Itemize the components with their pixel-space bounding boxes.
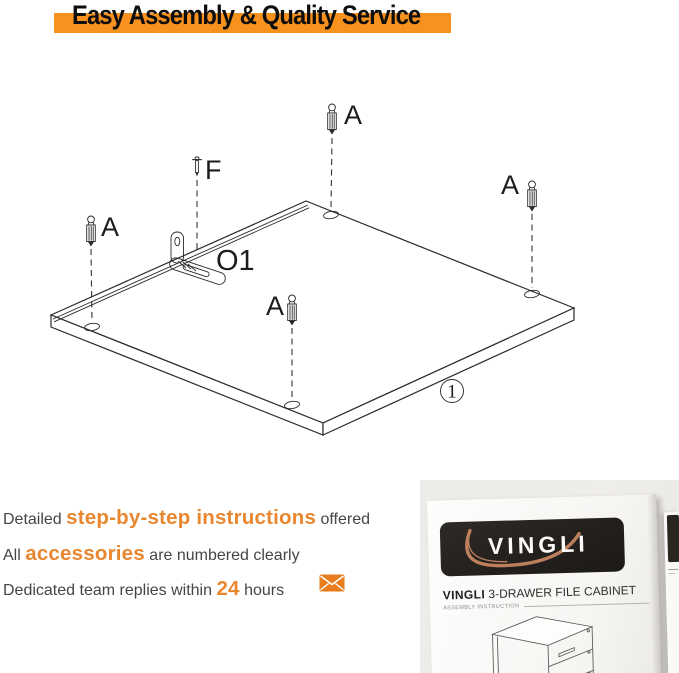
label-cam-bolt-right: A	[501, 170, 520, 200]
label-cam-bolt-left: A	[101, 212, 120, 242]
feature-list	[3, 501, 423, 608]
screw-drawing	[192, 157, 202, 177]
feature-2-suffix: are numbered clearly	[144, 546, 300, 564]
feature-3-suffix: hours	[239, 582, 285, 599]
feature-3-prefix: Dedicated team replies within	[3, 582, 217, 599]
manual-title-product: 3-DRAWER FILE CABINET	[488, 583, 637, 602]
part-number: 1	[447, 381, 457, 403]
feature-2-prefix: All	[3, 546, 26, 564]
page-title: Easy Assembly & Quality Service	[72, 0, 421, 30]
manual-title	[443, 583, 637, 602]
envelope-icon	[319, 574, 345, 592]
manual-second-page	[664, 512, 679, 673]
manual-photo	[420, 480, 679, 673]
panel-drawing	[51, 201, 574, 435]
label-cam-bolt-top: A	[344, 100, 363, 130]
page-edge-shading	[647, 494, 661, 673]
feature-accessories	[3, 537, 423, 573]
label-cam-bolt-middle: A	[266, 291, 285, 321]
brand-logo-block	[440, 517, 625, 576]
manual-title-brand: VINGLI	[442, 587, 486, 603]
feature-3-highlight: 24	[216, 577, 240, 600]
feature-1-suffix: offered	[316, 511, 371, 528]
label-bracket: O1	[216, 245, 255, 277]
part-number-badge	[441, 380, 464, 403]
feature-support	[3, 572, 423, 608]
brand-logo: VINGLI	[487, 530, 589, 560]
feature-1-highlight: step-by-step instructions	[66, 506, 317, 529]
manual-page	[427, 494, 661, 673]
cam-bolt-right	[528, 181, 537, 212]
feature-1-prefix: Detailed	[3, 511, 67, 528]
feature-2-highlight: accessories	[25, 541, 145, 565]
second-page-logo-block	[667, 515, 679, 562]
cabinet-drawing	[478, 610, 611, 673]
feature-instructions	[3, 501, 423, 537]
cam-bolt-top	[328, 104, 337, 135]
cam-bolt-left	[87, 216, 96, 247]
manual-subtitle: ASSEMBLY INSTRUCTION	[442, 603, 520, 612]
label-screw: F	[205, 155, 222, 185]
